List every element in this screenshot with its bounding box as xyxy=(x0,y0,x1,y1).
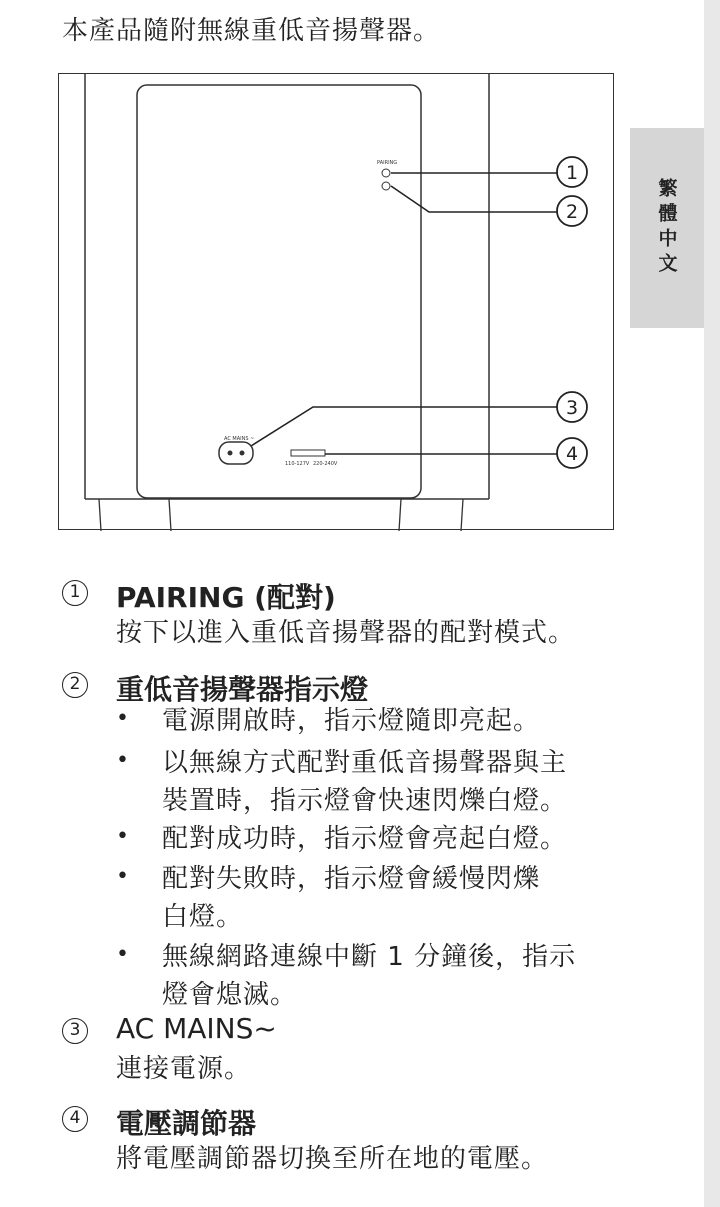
item-number: 4 xyxy=(62,1106,88,1132)
bullet-line: 裝置時，指示燈會快速閃爍白燈。 xyxy=(162,786,568,816)
bullet-line: 白燈。 xyxy=(162,902,244,932)
voltage-switch xyxy=(291,450,325,456)
item-title: PAIRING (配對) xyxy=(116,581,336,614)
bullet-line: 無線網路連線中斷 1 分鐘後，指示 xyxy=(162,942,577,972)
item-title: AC MAINS~ xyxy=(116,1012,277,1045)
item-description: 連接電源。 xyxy=(116,1054,252,1084)
ac-mains-label: AC MAINS ~ xyxy=(224,436,255,442)
intro-text: 本產品隨附無線重低音揚聲器。 xyxy=(62,16,441,46)
voltage-label-low: 110-127V xyxy=(285,461,310,467)
bullet-dot: • xyxy=(116,748,129,773)
item-title: 電壓調節器 xyxy=(116,1107,257,1140)
language-tab-label: 繁體中文 xyxy=(655,178,678,278)
bullet-dot: • xyxy=(116,824,129,849)
item-description: 將電壓調節器切換至所在地的電壓。 xyxy=(116,1144,549,1174)
bullet-dot: • xyxy=(116,864,129,889)
bullet-line: 電源開啟時，指示燈隨即亮起。 xyxy=(162,706,541,736)
bullet-dot: • xyxy=(116,706,129,731)
bullet-dot: • xyxy=(116,942,129,967)
callout-3-number: 3 xyxy=(565,397,579,419)
voltage-label-high: 220-240V xyxy=(313,461,338,467)
pairing-button xyxy=(382,169,390,177)
indicator-light xyxy=(382,182,390,190)
callout-4-number: 4 xyxy=(565,443,579,465)
bullet-line: 配對失敗時，指示燈會緩慢閃爍 xyxy=(162,864,541,894)
subwoofer-diagram xyxy=(58,73,614,530)
item-description: 按下以進入重低音揚聲器的配對模式。 xyxy=(116,618,576,648)
callout-2-number: 2 xyxy=(565,201,579,223)
language-tab xyxy=(630,128,704,328)
ac-socket xyxy=(219,442,253,464)
bullet-line: 配對成功時，指示燈會亮起白燈。 xyxy=(162,824,568,854)
bullet-line: 燈會熄滅。 xyxy=(162,980,298,1010)
item-title: 重低音揚聲器指示燈 xyxy=(116,673,369,706)
pairing-label: PAIRING xyxy=(377,160,398,166)
page-edge-strip xyxy=(704,0,720,1207)
item-number: 1 xyxy=(62,580,88,606)
callout-1-number: 1 xyxy=(565,162,579,184)
subwoofer-drawing xyxy=(59,74,615,531)
item-number: 2 xyxy=(62,672,88,698)
item-number: 3 xyxy=(62,1018,88,1044)
bullet-line: 以無線方式配對重低音揚聲器與主 xyxy=(162,748,568,778)
